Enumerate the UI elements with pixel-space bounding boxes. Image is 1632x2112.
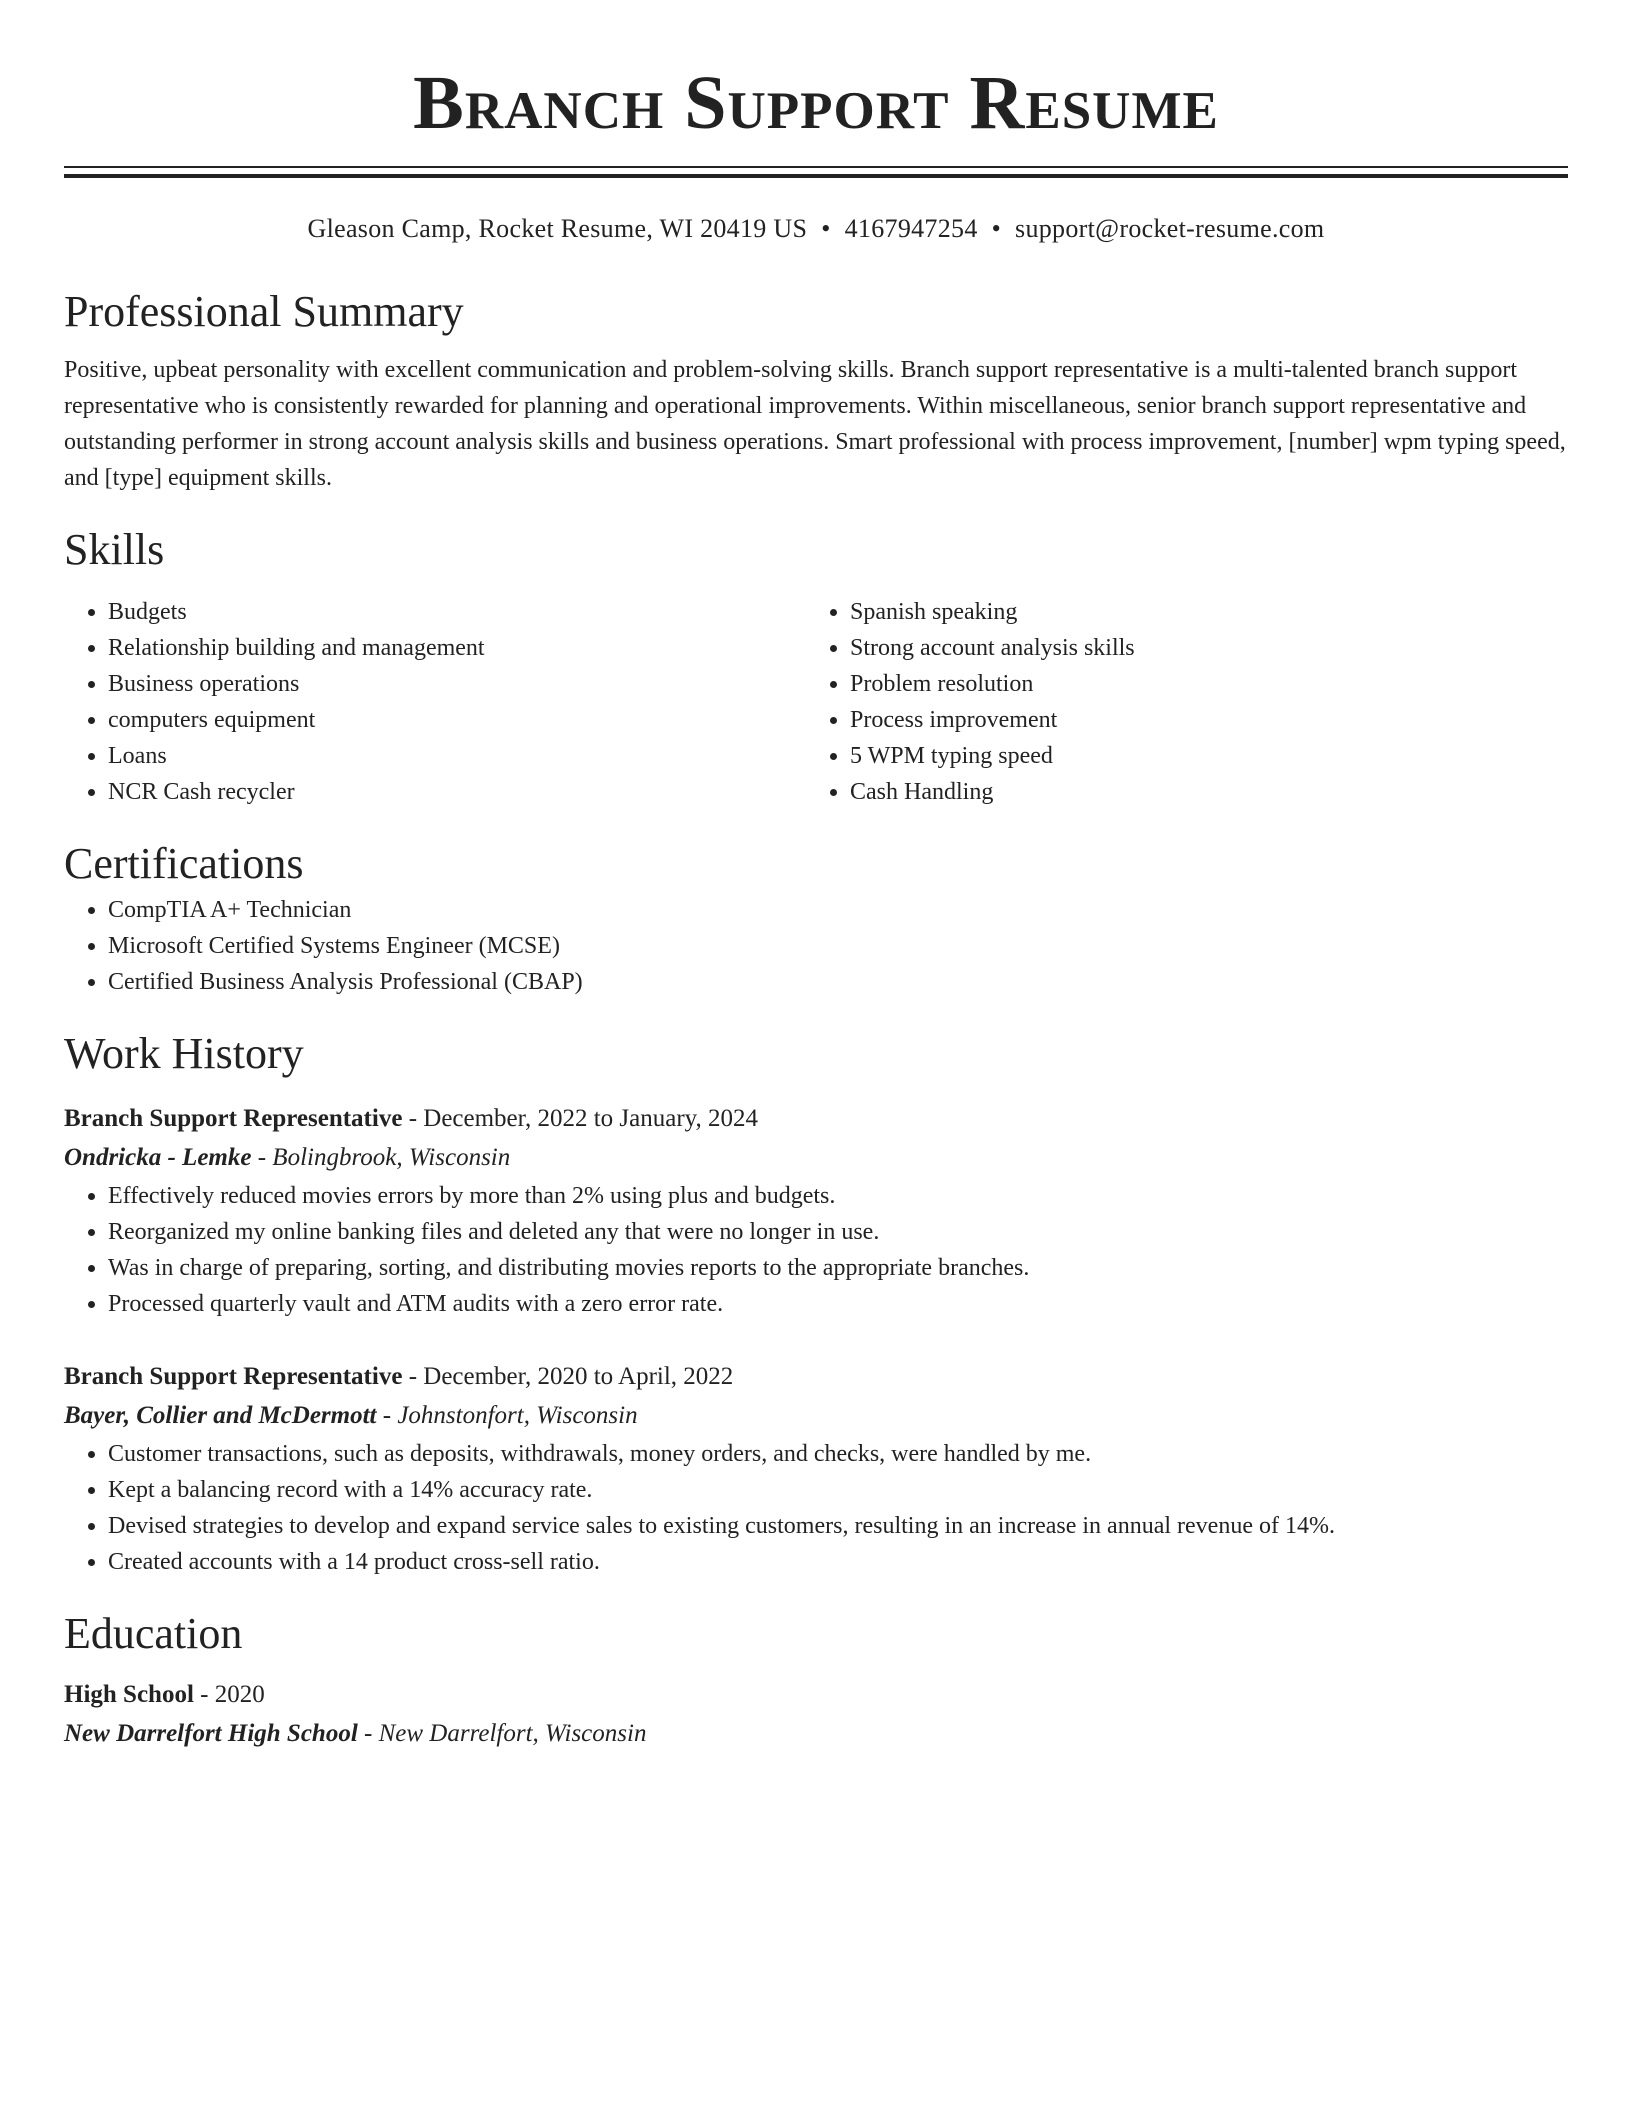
skills-heading: Skills	[64, 525, 165, 574]
job-bullet: • Created accounts with a 14 product cross-sell ratio.	[108, 1544, 1568, 1580]
skills-grid	[64, 594, 1568, 810]
job-entry	[64, 1358, 1568, 1580]
job-bullet: • Effectively reduced movies errors by more than 2% using plus and budgets.	[108, 1178, 1568, 1214]
job-employer: Ondricka - Lemke - Bolingbrook, Wisconsin	[64, 1144, 511, 1171]
job-bullet: • Processed quarterly vault and ATM audits with a zero error rate.	[108, 1286, 1568, 1322]
education-school-line: New Darrelfort High School - New Darrelfort, Wisconsin	[64, 1720, 647, 1747]
skill-item: • Budgets	[108, 594, 806, 630]
job-company: Bayer, Collier and McDermott	[64, 1402, 377, 1429]
skills-column-right	[806, 594, 1548, 810]
divider-thick-line	[64, 174, 1568, 178]
summary-heading: Professional Summary	[64, 287, 464, 336]
job-role: Branch Support Representative	[64, 1105, 403, 1132]
skill-item: • Business operations	[108, 666, 806, 702]
skill-item: • NCR Cash recycler	[108, 774, 806, 810]
certification-item: • Microsoft Certified Systems Engineer (MCSE)	[108, 928, 1568, 964]
job-bullets	[64, 1178, 1568, 1322]
job-header: Branch Support Representative - December, 2020 to April, 2022	[64, 1363, 734, 1390]
skill-item: • computers equipment	[108, 702, 806, 738]
job-location: Bolingbrook, Wisconsin	[272, 1144, 511, 1171]
job-bullet: • Customer transactions, such as deposits, withdrawals, money orders, and checks, were handled by me.	[108, 1436, 1568, 1472]
summary-text: Positive, upbeat personality with excellent communication and problem-solving skills. Branch support representative is a multi-talented branch support representative who is consistently rewarded for planning and operational improvements. Within miscellaneous, senior branch support representative and outstanding performer in strong account analysis skills and business operations. Smart professional with process improvement, [number] wpm typing speed, and [type] equipment skills.	[64, 357, 1566, 491]
skill-item: • Spanish speaking	[850, 594, 1548, 630]
job-bullet: • Kept a balancing record with a 14% accuracy rate.	[108, 1472, 1568, 1508]
job-dates: December, 2020 to April, 2022	[423, 1363, 734, 1390]
work-history-heading: Work History	[64, 1029, 304, 1078]
education-header: High School - 2020	[64, 1681, 265, 1708]
resume-title: Branch Support Resume	[413, 61, 1219, 145]
skill-item: • Strong account analysis skills	[850, 630, 1548, 666]
skill-item: • Relationship building and management	[108, 630, 806, 666]
education-location: New Darrelfort, Wisconsin	[378, 1720, 647, 1747]
contact-line	[64, 212, 1568, 246]
education-school: New Darrelfort High School	[64, 1720, 358, 1747]
job-bullet: • Reorganized my online banking files and deleted any that were no longer in use.	[108, 1214, 1568, 1250]
contact-phone: 4167947254	[844, 214, 978, 243]
skill-item: • Process improvement	[850, 702, 1548, 738]
certification-item: • Certified Business Analysis Professional (CBAP)	[108, 964, 1568, 1000]
certification-item: • CompTIA A+ Technician	[108, 892, 1568, 928]
job-company: Ondricka - Lemke	[64, 1144, 252, 1171]
skills-column-left	[64, 594, 806, 810]
job-role: Branch Support Representative	[64, 1363, 403, 1390]
contact-email: support@rocket-resume.com	[1015, 214, 1325, 243]
education-degree: High School	[64, 1681, 194, 1708]
certifications-heading: Certifications	[64, 839, 304, 888]
job-bullet: • Devised strategies to develop and expand service sales to existing customers, resulting in an increase in annual revenue of 14%.	[108, 1508, 1568, 1544]
contact-address: Gleason Camp, Rocket Resume, WI 20419 US	[307, 214, 808, 243]
contact-separator: •	[991, 214, 1002, 243]
certifications-list	[64, 892, 1568, 1000]
skill-item: • 5 WPM typing speed	[850, 738, 1548, 774]
education-entry	[64, 1676, 1568, 1754]
skill-item: • Loans	[108, 738, 806, 774]
education-heading: Education	[64, 1609, 243, 1658]
job-location: Johnstonfort, Wisconsin	[397, 1402, 638, 1429]
contact-separator: •	[821, 214, 831, 243]
job-bullets	[64, 1436, 1568, 1580]
skill-item: • Cash Handling	[850, 774, 1548, 810]
education-year: 2020	[214, 1681, 265, 1708]
job-entry	[64, 1100, 1568, 1322]
title-divider	[64, 166, 1568, 178]
skill-item: • Problem resolution	[850, 666, 1548, 702]
job-header: Branch Support Representative - December, 2022 to January, 2024	[64, 1105, 759, 1132]
job-bullet: • Was in charge of preparing, sorting, and distributing movies reports to the appropriate branches.	[108, 1250, 1568, 1286]
job-dates: December, 2022 to January, 2024	[423, 1105, 759, 1132]
job-employer: Bayer, Collier and McDermott - Johnstonfort, Wisconsin	[64, 1402, 638, 1429]
